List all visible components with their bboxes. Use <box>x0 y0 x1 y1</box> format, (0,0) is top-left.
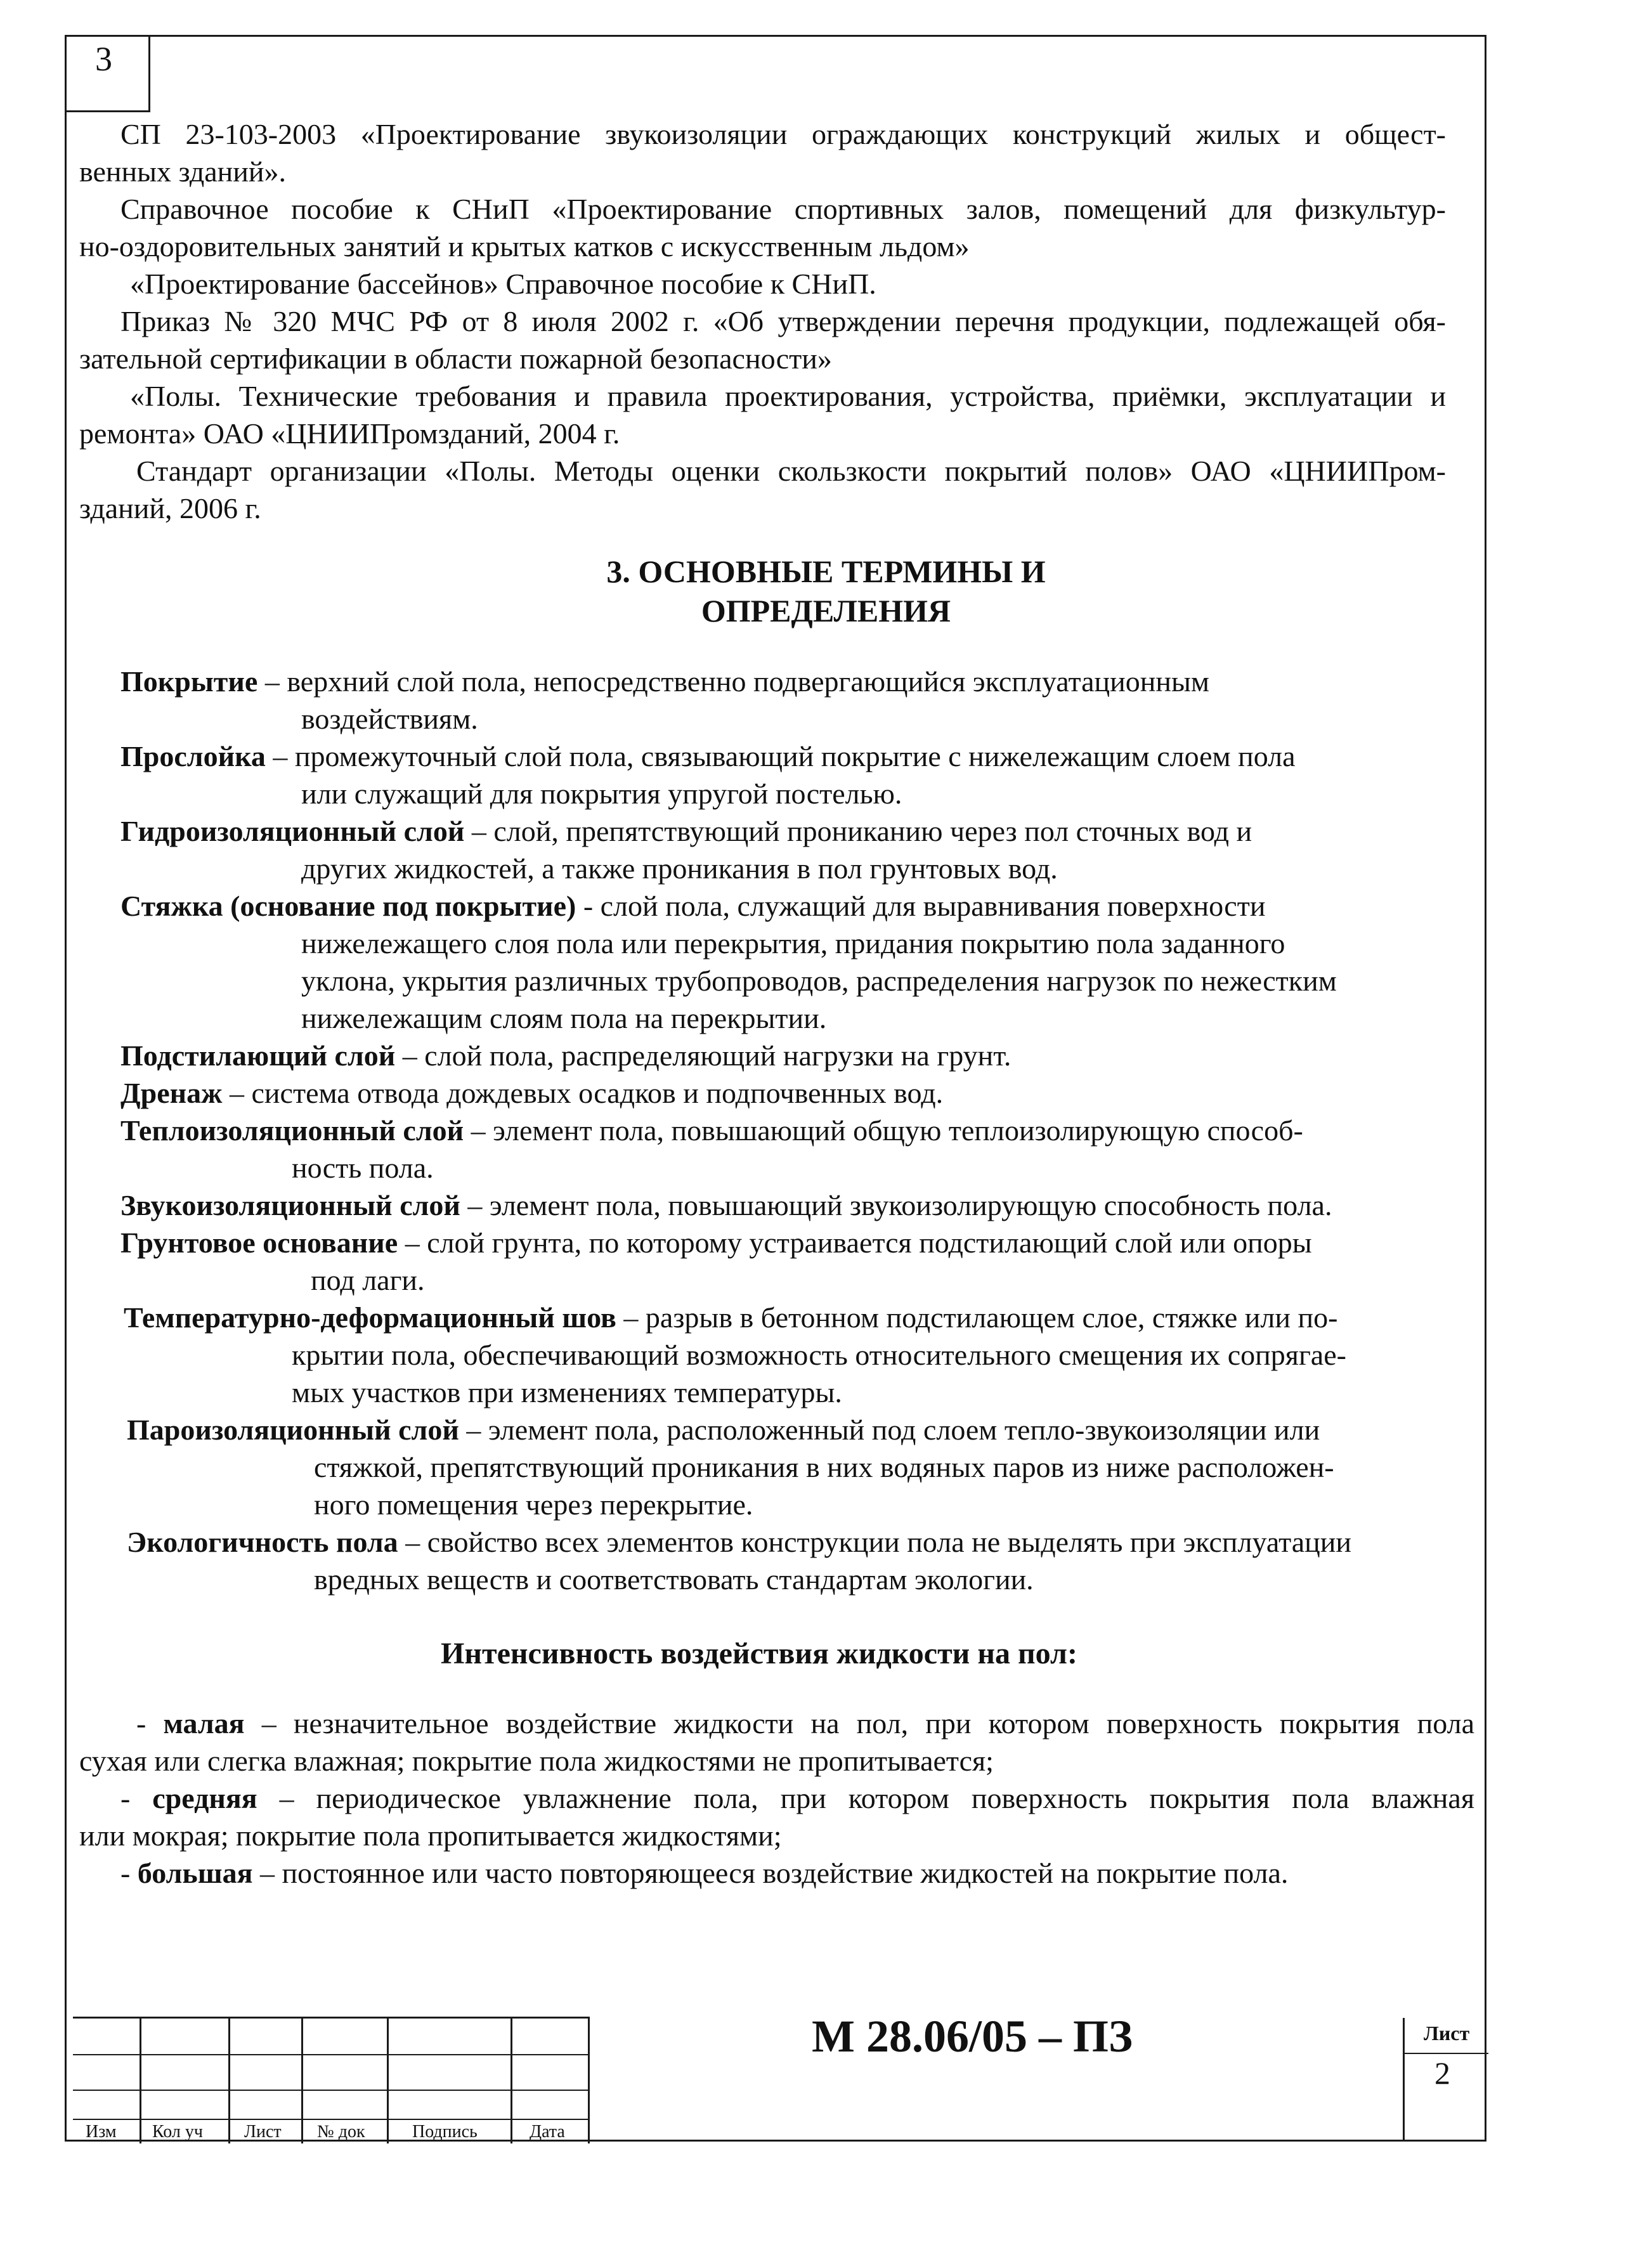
reference-line: Приказ № 320 МЧС РФ от 8 июля 2002 г. «Об утверждении перечня продукции, подлежащей обя- <box>120 305 1446 337</box>
term-text: – элемент пола, повышающий звукоизолирующую способность пола. <box>460 1189 1332 1221</box>
sheet-label: Лист <box>1424 2022 1470 2045</box>
grid-line <box>1405 2053 1488 2054</box>
intensity-dash: - <box>120 1782 153 1814</box>
column-label-izm: Изм <box>86 2122 117 2142</box>
term-definition <box>120 1074 943 1112</box>
term-name: Экологичность пола <box>127 1526 398 1558</box>
intensity-continuation: сухая или слегка влажная; покрытие пола жидкостями не пропитывается; <box>79 1745 994 1777</box>
term-continuation: уклона, укрытия различных трубопроводов, распределения нагрузок по нежестким <box>301 965 1337 997</box>
term-continuation: мых участков при изменениях температуры. <box>292 1376 842 1408</box>
term-continuation: вредных веществ и соответствовать стандартам экологии. <box>314 1563 1034 1596</box>
term-continuation: ного помещения через перекрытие. <box>314 1488 753 1521</box>
reference-line: Справочное пособие к СНиП «Проектирование спортивных залов, помещений для физкультур- <box>120 193 1446 225</box>
intensity-dash: - <box>120 1857 138 1889</box>
term-text: - слой пола, служащий для выравнивания поверхности <box>576 890 1266 922</box>
section-heading: 3. ОСНОВНЫЕ ТЕРМИНЫ И <box>606 554 1046 589</box>
column-label-data: Дата <box>530 2122 565 2142</box>
intensity-term: малая <box>163 1707 245 1740</box>
grid-line <box>301 2019 303 2143</box>
reference-line: «Проектирование бассейнов» Справочное пособие к СНиП. <box>130 268 876 300</box>
column-label-n-dok: № док <box>317 2122 365 2142</box>
term-definition <box>127 1411 1320 1449</box>
term-text: – слой грунта, по которому устраивается подстилающий слой или опоры <box>398 1226 1312 1259</box>
term-definition <box>120 1224 1312 1262</box>
term-name: Температурно-деформационный шов <box>124 1301 616 1334</box>
term-definition <box>120 663 1209 701</box>
term-text: – свойство всех элементов конструкции пола не выделять при эксплуатации <box>398 1526 1352 1558</box>
term-text: – промежуточный слой пола, связывающий покрытие с нижележащим слоем пола <box>265 740 1296 772</box>
intensity-item <box>136 1705 1474 1743</box>
term-name: Теплоизоляционный слой <box>120 1114 464 1147</box>
intensity-dash: - <box>136 1707 164 1740</box>
reference-line: «Полы. Технические требования и правила проектирования, устройства, приёмки, эксплуатации и <box>130 380 1446 412</box>
term-text: – верхний слой пола, непосредственно подвергающийся эксплуатационным <box>257 665 1210 698</box>
intensity-text: – периодическое увлажнение пола, при котором поверхность покрытия пола влажная <box>257 1782 1474 1814</box>
column-label-list: Лист <box>244 2122 282 2142</box>
term-definition <box>120 1187 1332 1225</box>
column-label-kol-uch: Кол уч <box>152 2122 203 2142</box>
term-name: Гидроизоляционный слой <box>120 815 465 847</box>
intensity-text: – постоянное или часто повторяющееся воздействие жидкостей на покрытие пола. <box>252 1857 1289 1889</box>
term-text: – разрыв в бетонном подстилающем слое, стяжке или по- <box>616 1301 1338 1334</box>
term-definition <box>120 1037 1011 1075</box>
grid-line <box>588 2019 590 2143</box>
term-text: – слой пола, распределяющий нагрузки на грунт. <box>395 1039 1011 1072</box>
term-continuation: воздействиям. <box>301 703 478 735</box>
term-text: – элемент пола, расположенный под слоем тепло-звукоизоляции или <box>459 1414 1320 1446</box>
reference-line: СП 23-103-2003 «Проектирование звукоизоляции ограждающих конструкций жилых и общест- <box>120 118 1446 150</box>
column-label-podpis: Подпись <box>412 2122 478 2142</box>
term-continuation: нижележащим слоям пола на перекрытии. <box>301 1002 827 1034</box>
corner-page-number: 3 <box>95 40 112 78</box>
term-name: Пароизоляционный слой <box>127 1414 459 1446</box>
term-name: Грунтовое основание <box>120 1226 398 1259</box>
term-name: Дренаж <box>120 1077 223 1109</box>
term-name: Стяжка (основание под покрытие) <box>120 890 576 922</box>
reference-line: Стандарт организации «Полы. Методы оценки скользкости покрытий полов» ОАО «ЦНИИПром- <box>136 455 1446 487</box>
reference-line: зданий, 2006 г. <box>79 492 261 524</box>
term-definition <box>120 887 1265 925</box>
term-continuation: нижележащего слоя пола или перекрытия, придания покрытию пола заданного <box>301 927 1285 959</box>
grid-line <box>511 2019 512 2143</box>
term-name: Прослойка <box>120 740 266 772</box>
term-continuation: ность пола. <box>292 1152 434 1184</box>
section-heading: ОПРЕДЕЛЕНИЯ <box>701 593 951 628</box>
intensity-item <box>120 1854 1288 1892</box>
intensity-heading: Интенсивность воздействия жидкости на пол: <box>441 1637 1077 1670</box>
intensity-continuation: или мокрая; покрытие пола пропитывается жидкостями; <box>79 1819 782 1852</box>
term-name: Подстилающий слой <box>120 1039 396 1072</box>
grid-line <box>228 2019 230 2143</box>
term-definition <box>120 738 1296 776</box>
term-continuation: крытии пола, обеспечивающий возможность относительного смещения их сопрягае- <box>292 1339 1346 1371</box>
term-continuation: стяжкой, препятствующий проникания в них водяных паров из ниже расположен- <box>314 1451 1334 1483</box>
term-definition <box>124 1299 1337 1337</box>
term-continuation: или служащий для покрытия упругой постелью. <box>301 777 902 810</box>
grid-line <box>387 2019 389 2143</box>
intensity-term: большая <box>137 1857 253 1889</box>
grid-line <box>140 2019 141 2143</box>
reference-line: но-оздоровительных занятий и крытых катков с искусственным льдом» <box>79 230 970 263</box>
term-name: Покрытие <box>120 665 258 698</box>
reference-line: венных зданий». <box>79 155 287 188</box>
term-definition <box>120 1112 1303 1150</box>
term-definition <box>127 1523 1351 1561</box>
term-definition <box>120 812 1252 850</box>
term-name: Звукоизоляционный слой <box>120 1189 460 1221</box>
document-code: М 28.06/05 – ПЗ <box>812 2011 1133 2062</box>
sheet-number: 2 <box>1434 2055 1450 2091</box>
title-block <box>73 2017 1487 2142</box>
term-continuation: других жидкостей, а также проникания в пол грунтовых вод. <box>301 852 1058 885</box>
term-text: – система отвода дождевых осадков и подпочвенных вод. <box>222 1077 944 1109</box>
term-text: – слой, препятствующий прониканию через пол сточных вод и <box>464 815 1252 847</box>
reference-line: ремонта» ОАО «ЦНИИПромзданий, 2004 г. <box>79 417 620 450</box>
intensity-item <box>120 1779 1474 1818</box>
intensity-text: – незначительное воздействие жидкости на пол, при котором поверхность покрытия пола <box>244 1707 1474 1740</box>
term-continuation: под лаги. <box>311 1264 425 1296</box>
revision-grid <box>73 2017 590 2142</box>
intensity-term: средняя <box>152 1782 257 1814</box>
term-text: – элемент пола, повышающий общую теплоизолирующую способ- <box>464 1114 1303 1147</box>
reference-line: зательной сертификации в области пожарной безопасности» <box>79 342 832 375</box>
